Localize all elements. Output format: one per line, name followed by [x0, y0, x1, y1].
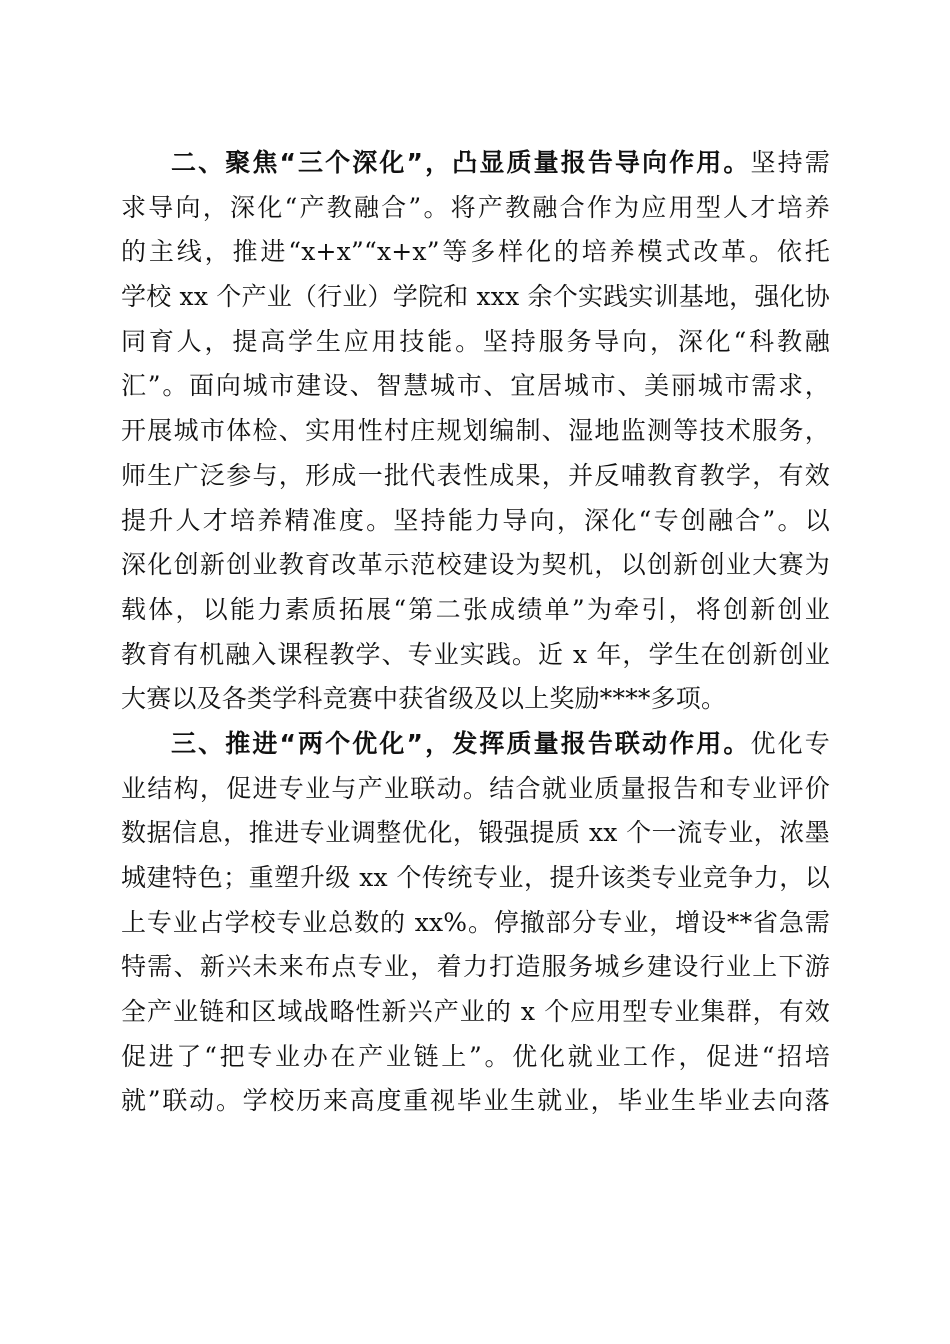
section-2-heading: 二、聚焦“三个深化”，凸显质量报告导向作用。 [171, 148, 751, 177]
body-text-line: 同育人，提高学生应用技能。坚持服务导向，深化“科教融 [121, 326, 830, 356]
body-text-line: 的主线，推进“x+x”“x+x”等多样化的培养模式改革。依托 [121, 237, 830, 267]
body-text-line: 业结构，促进专业与产业联动。结合就业质量报告和专业评价 [121, 773, 830, 803]
body-text-line: 开展城市体检、实用性村庄规划编制、湿地监测等技术服务， [121, 416, 830, 446]
body-text-line: 就”联动。学校历来高度重视毕业生就业，毕业生毕业去向落 [121, 1086, 830, 1116]
body-text-line: 坚持需 [750, 148, 830, 177]
body-text-line: 深化创新创业教育改革示范校建设为契机，以创新创业大赛为 [121, 550, 830, 580]
body-text-line: 大赛以及各类学科竞赛中获省级及以上奖励****多项。 [121, 684, 727, 714]
body-text-line: 汇”。面向城市建设、智慧城市、宜居城市、美丽城市需求， [121, 371, 830, 401]
body-text-line: 师生广泛参与，形成一批代表性成果，并反哺教育教学，有效 [121, 460, 830, 490]
body-text-line: 求导向，深化“产教融合”。将产教融合作为应用型人才培养 [121, 192, 830, 222]
body-text-line: 全产业链和区域战略性新兴产业的 x 个应用型专业集群，有效 [121, 997, 830, 1027]
body-text-line: 提升人才培养精准度。坚持能力导向，深化“专创融合”。以 [121, 505, 830, 535]
document-body [121, 141, 830, 1124]
body-text-line: 城建特色；重塑升级 xx 个传统专业，提升该类专业竞争力，以 [121, 863, 830, 892]
body-text-line: 教育有机融入课程教学、专业实践。近 x 年，学生在创新创业 [121, 639, 830, 669]
section-3-heading: 三、推进“两个优化”，发挥质量报告联动作用。 [171, 728, 751, 758]
section-3-first-line [121, 722, 830, 767]
body-text-line: 上专业占学校专业总数的 xx%。停撤部分专业，增设**省急需 [121, 907, 830, 937]
body-text-line: 优化专 [750, 728, 830, 758]
body-text-line: 促进了“把专业办在产业链上”。优化就业工作，促进“招培 [121, 1041, 830, 1071]
body-text-line: 载体，以能力素质拓展“第二张成绩单”为牵引，将创新创业 [121, 594, 830, 624]
body-text-line: 学校 xx 个产业（行业）学院和 xxx 余个实践实训基地，强化协 [121, 282, 830, 312]
body-text-line: 特需、新兴未来布点专业，着力打造服务城乡建设行业上下游 [121, 952, 830, 982]
section-2-first-line [121, 141, 830, 186]
body-text-line: 数据信息，推进专业调整优化，锻强提质 xx 个一流专业，浓墨 [121, 818, 830, 848]
